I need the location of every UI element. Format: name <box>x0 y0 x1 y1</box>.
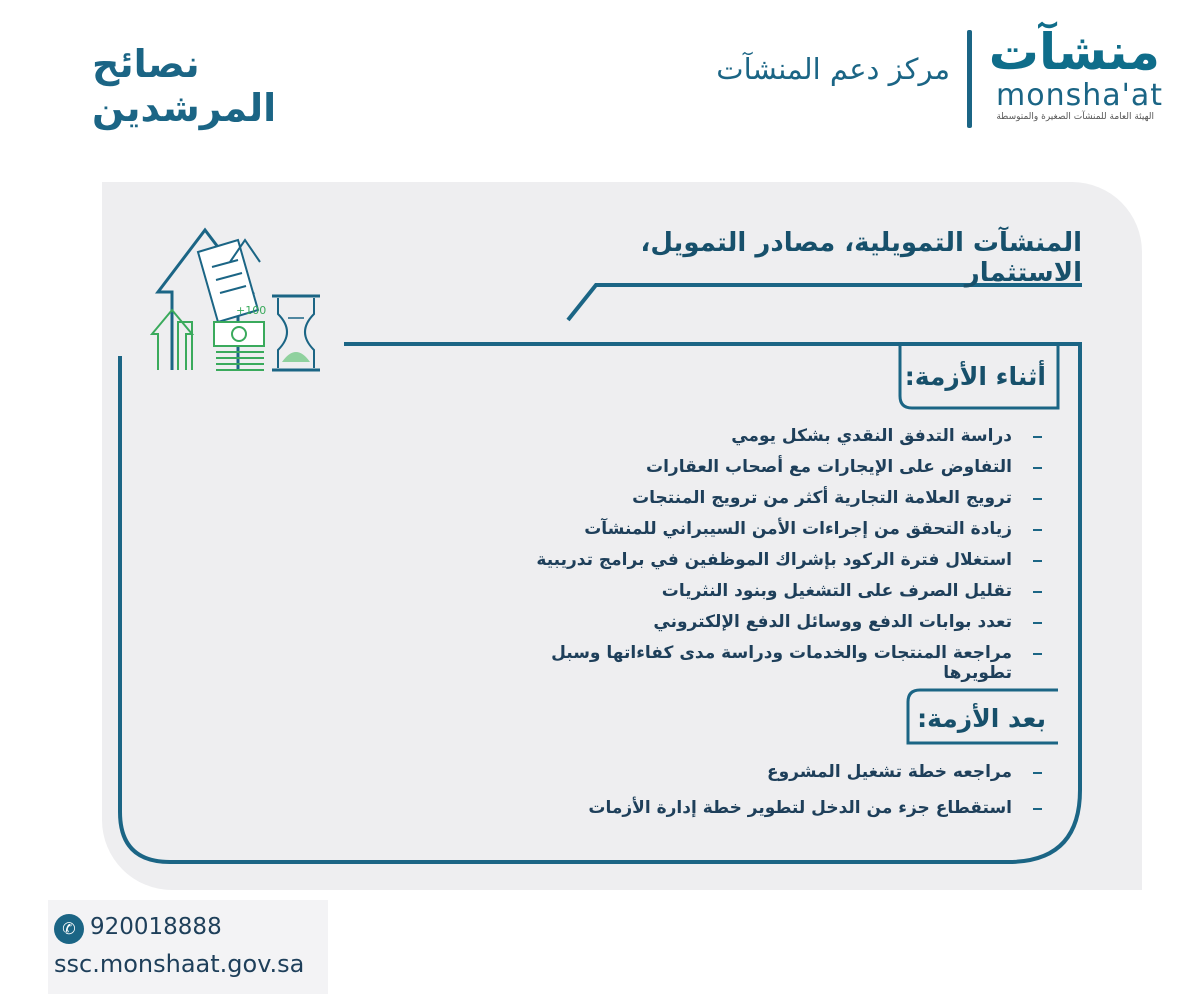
page-title: نصائح المرشدين <box>92 42 277 130</box>
section-heading: المنشآت التمويلية، مصادر التمويل، الاستثمار <box>640 228 1082 288</box>
money-label: +100 <box>236 304 267 317</box>
logo-subtitle: الهيئة العامة للمنشآت الصغيرة والمتوسطة <box>996 112 1154 122</box>
list-item: تعدد بوابات الدفع ووسائل الدفع الإلكتروني <box>482 612 1042 632</box>
list-item: التفاوض على الإيجارات مع أصحاب العقارات <box>482 457 1042 477</box>
list-item: دراسة التدفق النقدي بشكل يومي <box>482 426 1042 446</box>
during-crisis-list <box>482 426 1042 683</box>
list-item: زيادة التحقق من إجراءات الأمن السيبراني للمنشآت <box>482 519 1042 539</box>
during-crisis-label: أثناء الأزمة: <box>904 362 1046 391</box>
after-crisis-list <box>482 762 1042 818</box>
list-item: مراجعة المنتجات والخدمات ودراسة مدى كفاءاتها وسبل تطويرها <box>482 643 1042 683</box>
logo-english: monsha'at <box>996 78 1164 113</box>
logo-arabic: منشآت <box>988 23 1160 81</box>
list-item: ترويج العلامة التجارية أكثر من ترويج المنتجات <box>482 488 1042 508</box>
phone-icon: ✆ <box>54 914 84 944</box>
list-item: تقليل الصرف على التشغيل وبنود النثريات <box>482 581 1042 601</box>
list-item: استقطاع جزء من الدخل لتطوير خطة إدارة الأزمات <box>482 798 1042 818</box>
list-item: استغلال فترة الركود بإشراك الموظفين في برامج تدريبية <box>482 550 1042 570</box>
center-title: مركز دعم المنشآت <box>716 52 950 86</box>
phone-number[interactable]: 920018888 <box>90 914 222 940</box>
list-item: مراجعه خطة تشغيل المشروع <box>482 762 1042 782</box>
hourglass-icon <box>272 296 320 370</box>
finance-illustration <box>150 222 325 377</box>
after-crisis-label: بعد الأزمة: <box>917 704 1046 733</box>
website-link[interactable]: ssc.monshaat.gov.sa <box>54 950 305 978</box>
